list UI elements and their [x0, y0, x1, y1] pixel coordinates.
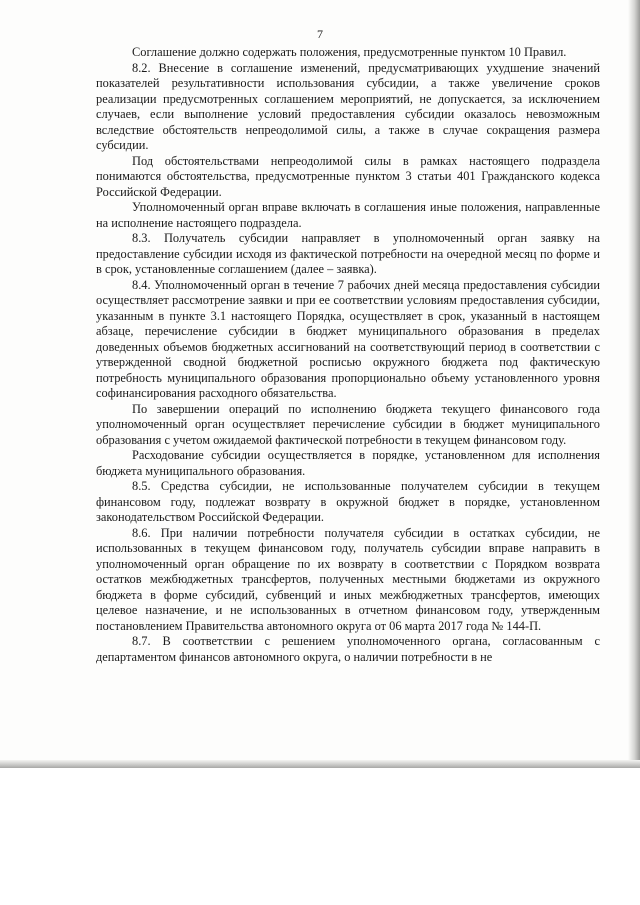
paragraph-8-6: 8.6. При наличии потребности получателя субсидии в остатках субсидии, не использованных в текущем финансовом году, получатель субсидии вправе направить в уполномоченный орган обращение по их возврату в соответствии с Порядком возврата остатков межбюджетных трансфертов, полученных местными бюджетами из окружного бюджета в форме субсидий, субвенций и иных межбюджетных трансфертов, имеющих целевое назначение, и не использованных в отчетном финансовом году, утвержденным постановлением Правительства автономного округа от 06 марта 2017 года № 144-П.: [96, 525, 600, 633]
paragraph-8-7: 8.7. В соответствии с решением уполномоченного органа, согласованным с департаментом финансов автономного округа, о наличии потребности в не: [96, 634, 600, 664]
paragraph-8-2: 8.2. Внесение в соглашение изменений, предусматривающих ухудшение значений показателей результативности использования субсидии, а также увеличение сроков реализации предусмотренных соглашением мероприятий, не допускается, за исключением случаев, если выполнение условий предоставления субсидии оказалось невозможным вследствие обстоятельств непреодолимой силы, а также в случае сокращения размера субсидии.: [96, 60, 600, 152]
paragraph-8-5: 8.5. Средства субсидии, не использованные получателем субсидии в текущем финансовом году, подлежат возврату в окружной бюджет в порядке, установленном законодательством Российской Федерации.: [96, 479, 600, 524]
paragraph-force-majeure: Под обстоятельствами непреодолимой силы в рамках настоящего подраздела понимаются обстоятельства, предусмотренные пунктом 3 статьи 401 Гражданского кодекса Российской Федерации.: [96, 153, 600, 199]
paragraph-8-4: 8.4. Уполномоченный орган в течение 7 рабочих дней месяца предоставления субсидии осуществляет рассмотрение заявки и при ее соответствии условиям предоставления субсидии, указанным в пункте 3.1 настоящего Порядка, осуществляет в срок, указанный в настоящем абзаце, перечисление субсидии в бюджет муниципального образования в пределах доведенных объемов бюджетных ассигнований на соответствующий период в соответствии с утвержденной сводной бюджетной росписью окружного бюджета под фактическую потребность муниципального образования пропорционально объему установленного уровня софинансирования расходного обязательства.: [96, 277, 600, 400]
paragraph-8-3: 8.3. Получатель субсидии направляет в уполномоченный орган заявку на предоставление субсидии исходя из фактической потребности на очередной месяц по форме и в срок, установленные соглашением (далее – заявка).: [96, 231, 600, 276]
paragraph-agreement-provisions: Соглашение должно содержать положения, предусмотренные пунктом 10 Правил.: [132, 45, 567, 59]
paragraph-other-provisions: Уполномоченный орган вправе включать в соглашения иные положения, направленные на исполнение настоящего подраздела.: [96, 200, 600, 230]
document-body: [96, 45, 600, 665]
page-number: 7: [317, 27, 323, 41]
scan-shadow-right: [628, 0, 640, 768]
scan-shadow-bottom: [0, 760, 640, 768]
paragraph-year-end-transfer: По завершении операций по исполнению бюджета текущего финансового года уполномоченный орган осуществляет перечисление субсидии в бюджет муниципального образования с учетом ожидаемой фактической потребности в текущем финансовом году.: [96, 401, 600, 447]
paragraph-spending-order: Расходование субсидии осуществляется в порядке, установленном для исполнения бюджета муниципального образования.: [96, 448, 600, 478]
